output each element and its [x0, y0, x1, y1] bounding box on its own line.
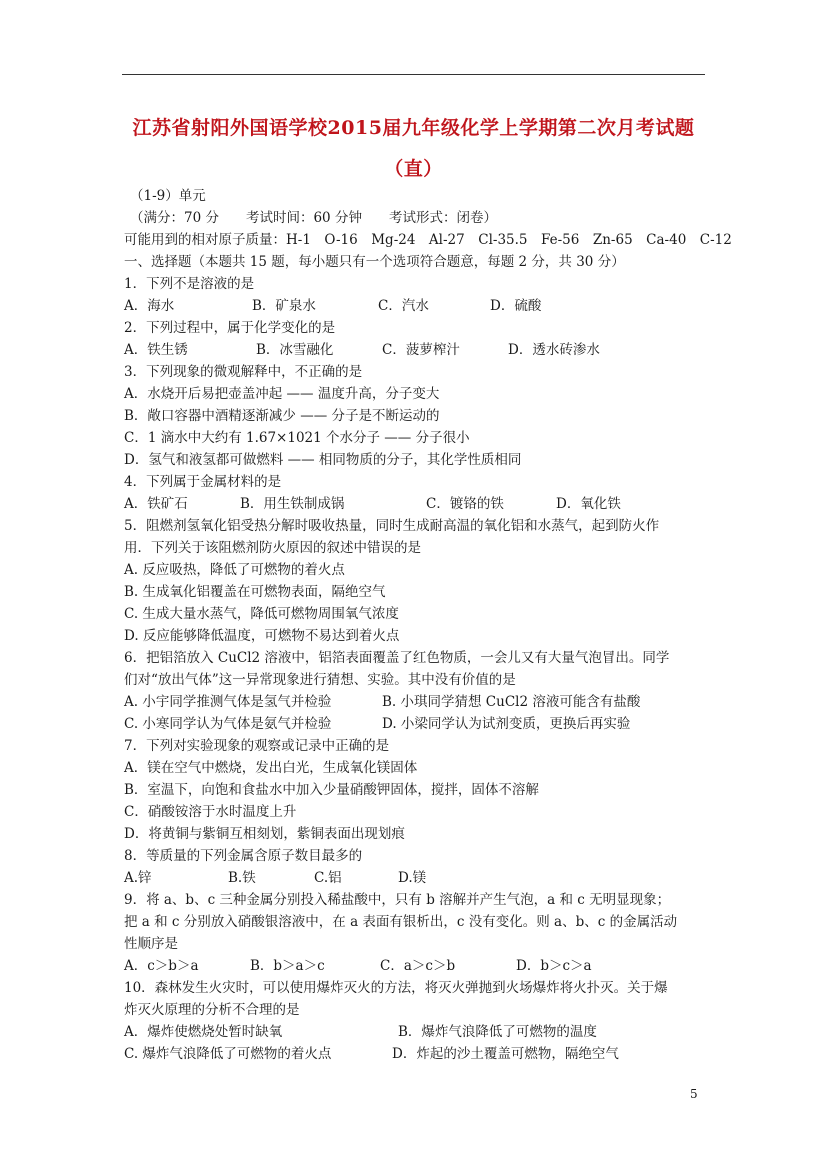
option: A. 小宇同学推测气体是氢气并检验 [124, 694, 332, 710]
option: B. 小琪同学猜想 CuCl2 溶液可能含有盐酸 [382, 694, 641, 710]
question-stem: 10．森林发生火灾时，可以使用爆炸灭火的方法，将灭火弹抛到火场爆炸将火扑灭。关于爆 [124, 980, 668, 996]
section-heading: 一、选择题（本题共 15 题，每小题只有一个选项符合题意，每题 2 分，共 30 分） [124, 254, 625, 270]
question-stem: 5．阻燃剂氢氧化铝受热分解时吸收热量，同时生成耐高温的氧化铝和水蒸气，起到防火作 [124, 518, 660, 534]
question-stem: 1．下列不是溶液的是 [124, 276, 255, 292]
unit-range: （1-9）单元 [130, 188, 206, 204]
option: C．汽水 [378, 298, 429, 314]
option: B.铁 [228, 870, 256, 886]
question-stem: 2．下列过程中，属于化学变化的是 [124, 320, 336, 336]
question-stem: 9．将 a、b、c 三种金属分别投入稀盐酸中，只有 b 溶解并产生气泡，a 和 c 无明显现象； [124, 892, 671, 908]
question-stem: 性顺序是 [124, 936, 178, 952]
option: C．1 滴水中大约有 1.67×1021 个水分子 —— 分子很小 [124, 430, 470, 446]
option: C. 爆炸气浪降低了可燃物的着火点 [124, 1046, 332, 1062]
option: C．镀铬的铁 [426, 496, 504, 512]
option: A．海水 [124, 298, 175, 314]
exam-info: （满分：70 分 考试时间：60 分钟 考试形式：闭卷） [130, 210, 497, 226]
option: D．透水砖渗水 [508, 342, 600, 358]
option: C. 生成大量水蒸气，降低可燃物周围氧气浓度 [124, 606, 399, 622]
option: D. 反应能够降低温度，可燃物不易达到着火点 [124, 628, 400, 644]
option: A．爆炸使燃烧处暂时缺氧 [124, 1024, 283, 1040]
option: B．b＞a＞c [250, 958, 325, 974]
document-subtitle: （直） [384, 158, 443, 180]
question-stem: 们对“放出气体”这一异常现象进行猜想、实验。其中没有价值的是 [124, 672, 516, 688]
option: A.锌 [124, 870, 152, 886]
option: D．氧化铁 [556, 496, 621, 512]
option: B．爆炸气浪降低了可燃物的温度 [398, 1024, 597, 1040]
option: A．c＞b＞a [124, 958, 199, 974]
option: A．铁矿石 [124, 496, 188, 512]
option: C．硝酸铵溶于水时温度上升 [124, 804, 297, 820]
option: B. 生成氧化铝覆盖在可燃物表面，隔绝空气 [124, 584, 386, 600]
option: B．矿泉水 [252, 298, 316, 314]
option: A．镁在空气中燃烧，发出白光，生成氧化镁固体 [124, 760, 418, 776]
question-stem: 3．下列现象的微观解释中，不正确的是 [124, 364, 363, 380]
option: D. 小梁同学认为试剂变质，更换后再实验 [382, 716, 631, 732]
option: C. 小寒同学认为气体是氨气并检验 [124, 716, 332, 732]
option: A．水烧开后易把壶盖冲起 —— 温度升高，分子变大 [124, 386, 440, 402]
question-stem: 7．下列对实验现象的观察或记录中正确的是 [124, 738, 390, 754]
option: B．冰雪融化 [256, 342, 334, 358]
header-rule [122, 74, 705, 75]
option: A. 反应吸热，降低了可燃物的着火点 [124, 562, 345, 578]
document-title: 江苏省射阳外国语学校2015届九年级化学上学期第二次月考试题 [132, 117, 695, 139]
option: C．菠萝榨汁 [382, 342, 460, 358]
option: B．用生铁制成锅 [240, 496, 345, 512]
page-number: 5 [690, 1087, 698, 1101]
question-stem: 8．等质量的下列金属含原子数目最多的 [124, 848, 363, 864]
question-stem: 用．下列关于该阻燃剂防火原因的叙述中错误的是 [124, 540, 421, 556]
atomic-masses: 可能用到的相对原子质量：H-1 O-16 Mg-24 Al-27 Cl-35.5 Fe-56 Zn-65 Ca-40 C-12 [124, 232, 732, 248]
option: C.铝 [314, 870, 342, 886]
question-stem: 6．把铝箔放入 CuCl2 溶液中，铝箔表面覆盖了红色物质，一会儿又有大量气泡冒出。同学 [124, 650, 670, 666]
option: D．硫酸 [490, 298, 542, 314]
question-stem: 4．下列属于金属材料的是 [124, 474, 282, 490]
option: D．氢气和液氢都可做燃料 —— 相同物质的分子，其化学性质相同 [124, 452, 522, 468]
option: D．将黄铜与紫铜互相刻划，紫铜表面出现划痕 [124, 826, 405, 842]
option: D．炸起的沙土覆盖可燃物，隔绝空气 [392, 1046, 619, 1062]
option: C．a＞c＞b [380, 958, 456, 974]
option: D．b＞c＞a [516, 958, 592, 974]
question-stem: 把 a 和 c 分别放入硝酸银溶液中，在 a 表面有银析出，c 没有变化。则 a、b、c 的金属活动 [124, 914, 678, 930]
option: A．铁生锈 [124, 342, 188, 358]
option: B．室温下，向饱和食盐水中加入少量硝酸钾固体，搅拌，固体不溶解 [124, 782, 539, 798]
question-stem: 炸灭火原理的分析不合理的是 [124, 1002, 300, 1018]
option: D.镁 [398, 870, 427, 886]
option: B．敞口容器中酒精逐渐减少 —— 分子是不断运动的 [124, 408, 440, 424]
